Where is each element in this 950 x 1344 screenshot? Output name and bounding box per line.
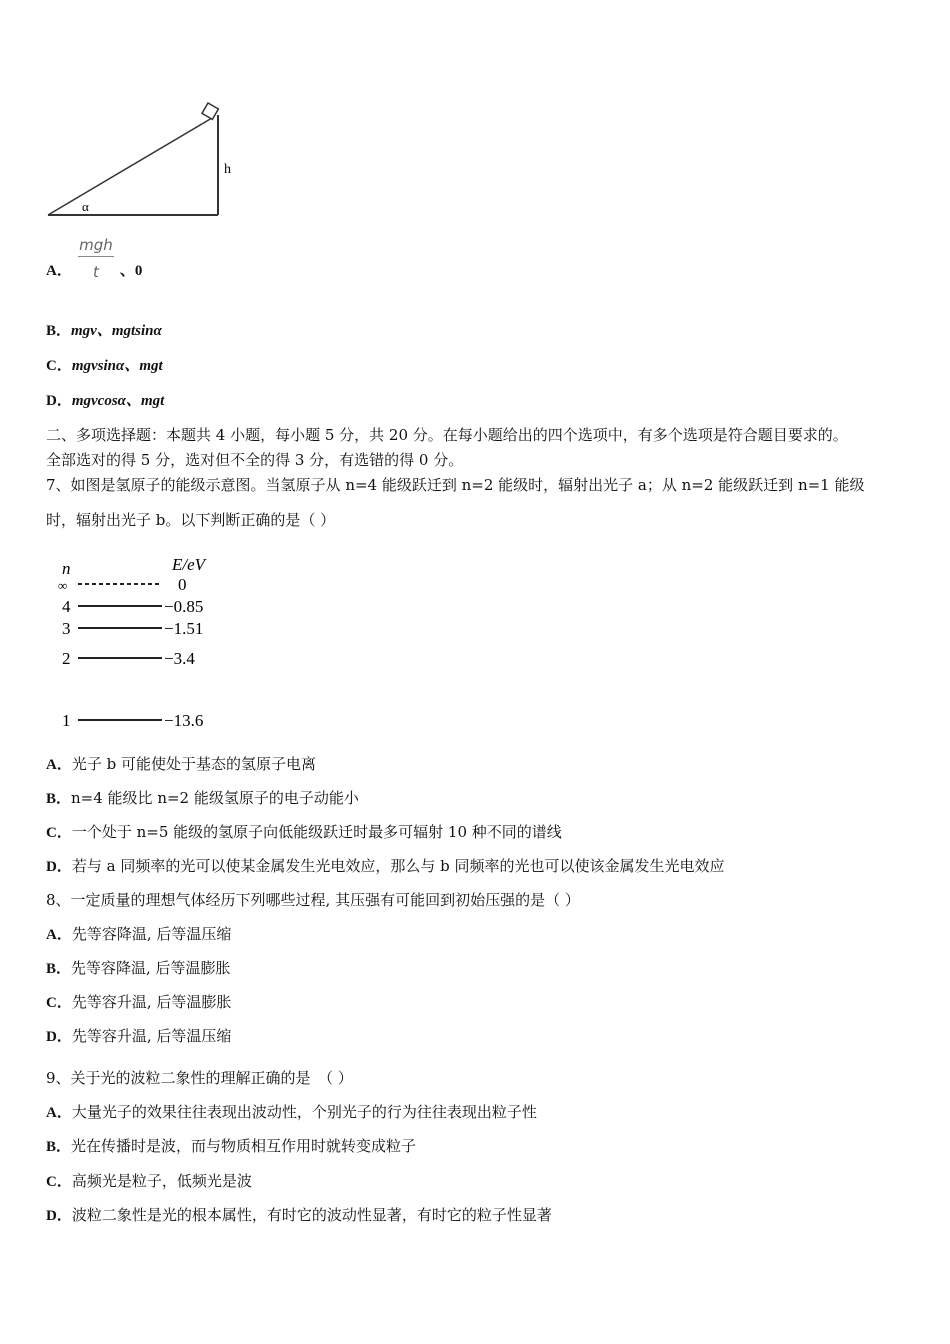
h-label: h [224,162,231,177]
svg-text:E/eV: E/eV [172,555,206,574]
q8-option-c[interactable]: C．先等容升温, 后等温膨胀 [46,993,232,1011]
fraction-mgh-over-t: mgh t [79,236,113,281]
svg-text:−13.6: −13.6 [164,711,204,730]
q7-stem-line1: 7、如图是氢原子的能级示意图。当氢原子从 n=4 能级跃迁到 n=2 能级时，辐射出光子 a；从 n=2 能级跃迁到 n=1 能级 [46,476,865,494]
q8-option-a[interactable]: A．先等容降温, 后等温压缩 [46,925,232,943]
q8-stem: 8、一定质量的理想气体经历下列哪些过程, 其压强有可能回到初始压强的是（ ） [46,891,580,909]
svg-text:0: 0 [178,575,187,594]
q9-stem: 9、关于光的波粒二象性的理解正确的是 （ ） [46,1069,353,1087]
svg-text:1: 1 [62,711,71,730]
q9-option-d[interactable]: D．波粒二象性是光的根本属性，有时它的波动性显著，有时它的粒子性显著 [46,1206,552,1224]
svg-text:−0.85: −0.85 [164,597,204,616]
q7-option-b[interactable]: B．n=4 能级比 n=2 能级氢原子的电子动能小 [46,789,359,807]
q7-stem-line2: 时，辐射出光子 b。以下判断正确的是（ ） [46,511,336,529]
svg-text:∞: ∞ [58,578,68,593]
section-instructions: 全部选对的得 5 分，选对但不全的得 3 分，有选错的得 0 分。 [46,451,464,469]
svg-text:3: 3 [62,619,71,638]
svg-text:−3.4: −3.4 [164,649,195,668]
q6-option-a[interactable]: A． 、0 [46,263,143,279]
q9-option-c[interactable]: C．高频光是粒子，低频光是波 [46,1172,252,1190]
q9-option-a[interactable]: A．大量光子的效果往往表现出波动性，个别光子的行为往往表现出粒子性 [46,1103,537,1121]
energy-level-diagram [50,550,230,735]
svg-text:2: 2 [62,649,71,668]
q7-option-a[interactable]: A．光子 b 可能使处于基态的氢原子电离 [46,755,316,773]
section-heading: 二、多项选择题：本题共 4 小题，每小题 5 分，共 20 分。在每小题给出的四个选项中，有多个选项是符合题目要求的。 [46,426,848,444]
q6-option-c[interactable]: C．mgvsinα、mgt [46,358,163,374]
q8-option-d[interactable]: D．先等容升温, 后等温压缩 [46,1027,232,1045]
q7-option-c[interactable]: C．一个处于 n=5 能级的氢原子向低能级跃迁时最多可辐射 10 种不同的谱线 [46,823,562,841]
q9-option-b[interactable]: B．光在传播时是波，而与物质相互作用时就转变成粒子 [46,1137,417,1155]
angle-label: α [82,199,89,214]
svg-text:4: 4 [62,597,71,616]
q8-option-b[interactable]: B．先等容降温, 后等温膨胀 [46,959,231,977]
svg-text:n: n [62,559,71,578]
q6-option-b[interactable]: B．mgv、mgtsinα [46,323,162,339]
incline-figure [40,95,250,225]
q7-option-d[interactable]: D．若与 a 同频率的光可以使某金属发生光电效应，那么与 b 同频率的光也可以使该金属发生光电效应 [46,857,725,875]
svg-text:−1.51: −1.51 [164,619,204,638]
q6-option-d[interactable]: D．mgvcosα、mgt [46,393,165,409]
block-icon [202,103,218,119]
